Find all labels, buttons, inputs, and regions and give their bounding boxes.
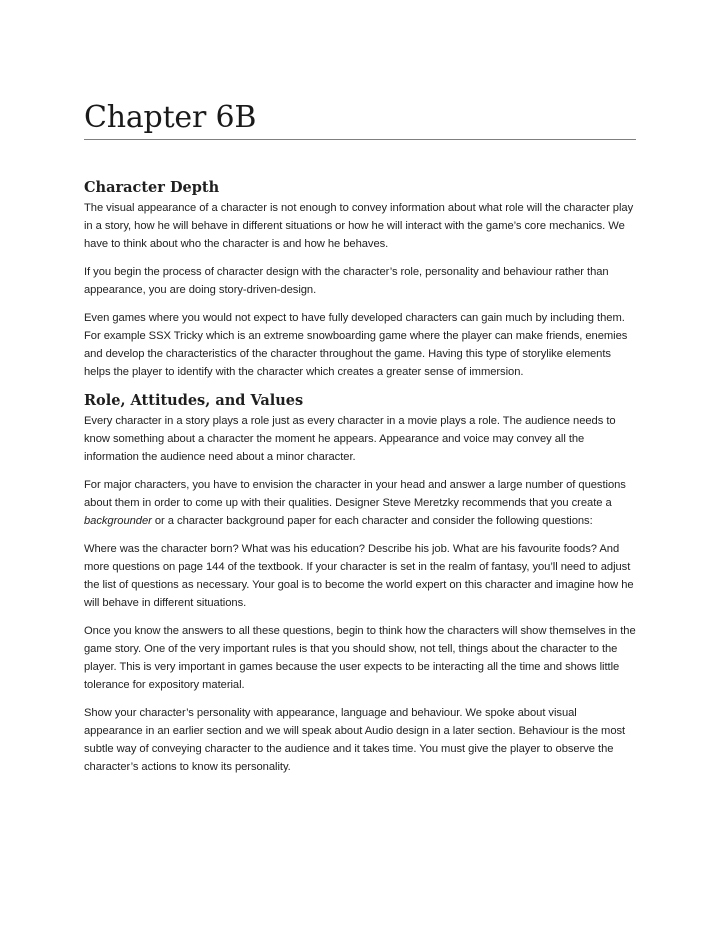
paragraph: Show your character’s personality with appearance, language and behaviour. We spoke about visual appearance in an earlier section and we will speak about Audio design in a later section. Behaviour is the most subtle way of conveying character to the audience and it takes time. You must give the player to observe the character’s actions to know its personality. <box>84 707 626 773</box>
paragraph-text: or a character background paper for each character and consider the following questions: <box>151 515 593 527</box>
paragraph-text: For major characters, you have to envision the character in your head and answer a large number of questions about them in order to come up with their qualities. Designer Steve Meretzky recommends that you create a <box>84 479 626 509</box>
paragraph: Once you know the answers to all these questions, begin to think how the characters will show themselves in the game story. One of the very important rules is that you should show, not tell, things about the character to the player. This is very important in games because the user expects to be interacting all the time and shows little tolerance for expository material. <box>84 625 636 691</box>
paragraph: Where was the character born? What was his education? Describe his job. What are his favourite foods? And more questions on page 144 of the textbook. If your character is set in the realm of fantasy, you’ll need to adjust the list of questions as necessary. Your goal is to become the world expert on this character and imagine how he will behave in different situations. <box>84 543 634 609</box>
emphasis-backgrounder: backgrounder <box>84 515 152 527</box>
paragraph: Even games where you would not expect to have fully developed characters can gain much by including them. For example SSX Tricky which is an extreme snowboarding game where the player can make friends, enemies and develop the characteristics of the character throughout the game. Having this type of storylike elements helps the player to identify with the character which creates a greater sense of immersion. <box>84 312 628 378</box>
section-heading-role-attitudes-values: Role, Attitudes, and Values <box>84 392 304 409</box>
chapter-title: Chapter 6B <box>84 100 636 140</box>
paragraph <box>84 476 638 530</box>
document-body <box>84 178 638 786</box>
paragraph: The visual appearance of a character is not enough to convey information about what role will the character play in a story, how he will behave in different situations or how he will interact with the game’s core mechanics. We have to think about who the character is and how he behaves. <box>84 202 634 250</box>
paragraph: If you begin the process of character design with the character’s role, personality and behaviour rather than appearance, you are doing story-driven-design. <box>84 266 609 296</box>
section-heading-character-depth: Character Depth <box>84 179 220 196</box>
paragraph: Every character in a story plays a role just as every character in a movie plays a role. The audience needs to know something about a character the moment he appears. Appearance and voice may convey all the information the audience need about a minor character. <box>84 415 616 463</box>
